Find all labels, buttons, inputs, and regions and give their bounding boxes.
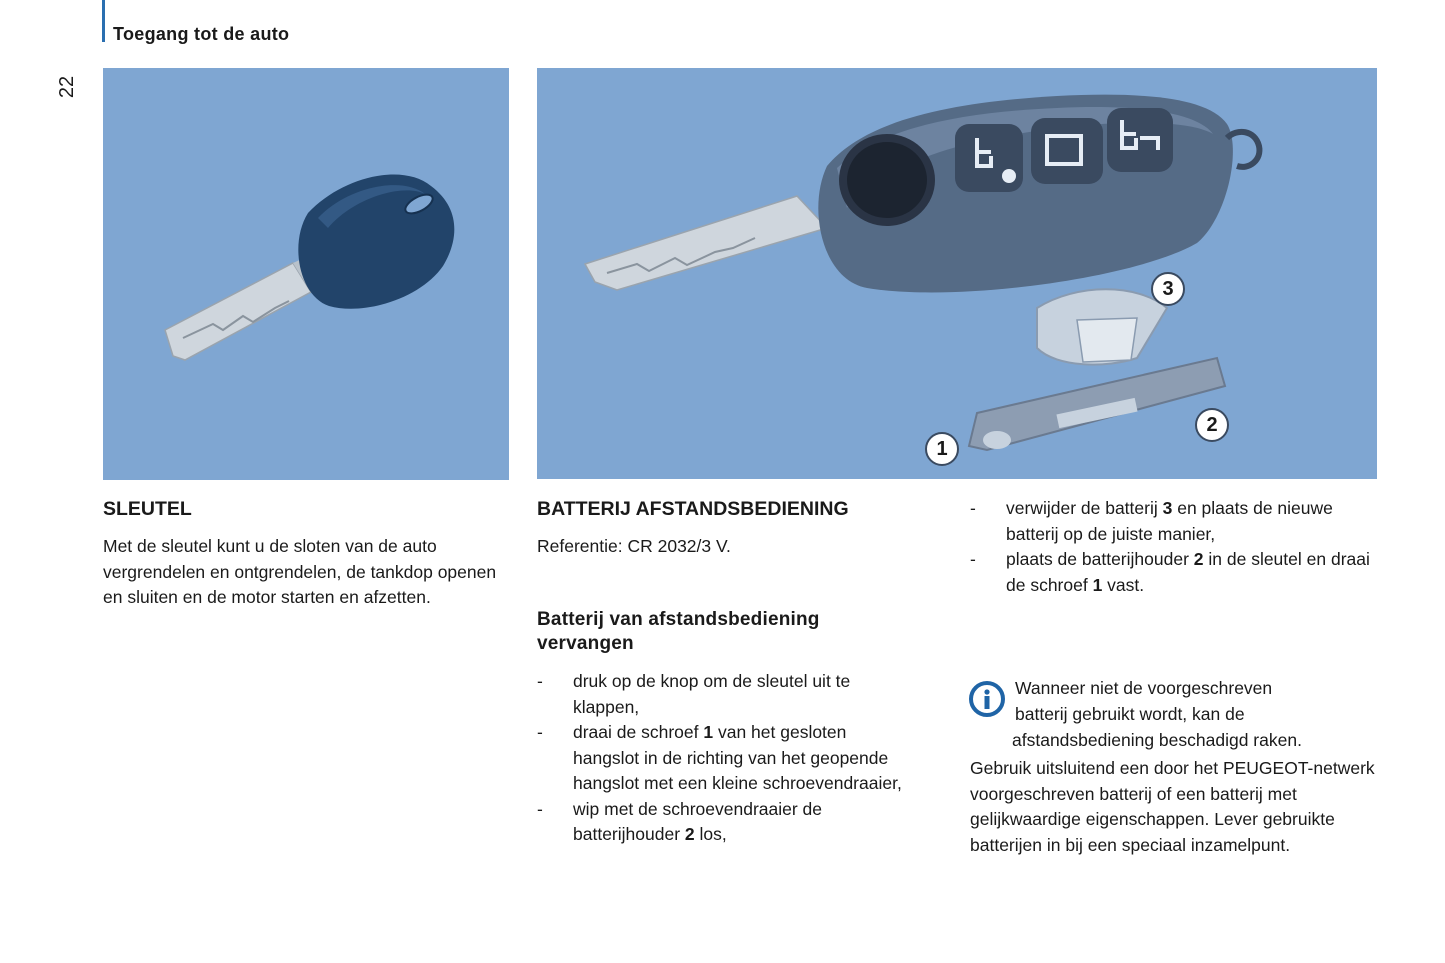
- note-line-2: batterij gebruikt wordt, kan de: [1015, 704, 1245, 724]
- info-icon: [969, 681, 1005, 717]
- list-item: - druk op de knop om de sleutel uit te klappen,: [537, 671, 851, 717]
- list-item: - wip met de schroevendraaier de batterijhouder 2 los,: [537, 798, 823, 844]
- list-item: - plaats de batterijhouder 2 in de sleutel en draai de schroef 1 vast.: [970, 549, 1370, 595]
- battery-subheading: Batterij van afstandsbediening vervangen: [537, 609, 820, 654]
- note-line-3: afstandsbediening beschadigd raken.: [1012, 730, 1302, 750]
- list-item: - verwijder de batterij 3 en plaats de nieuwe batterij op de juiste manier,: [970, 498, 1333, 544]
- note-body: Gebruik uitsluitend een door het PEUGEOT-netwerk voorgeschreven batterij of een batterij met gelijkwaardige eigenschappen. Lever gebruikte batterijen in bij een speciaal inzamelpunt.: [970, 758, 1375, 855]
- header-accent-bar: [102, 0, 105, 42]
- remote-illustration: [537, 68, 1377, 479]
- battery-heading: BATTERIJ AFSTANDSBEDIENING: [537, 498, 849, 520]
- callout-2: 2: [1195, 408, 1229, 442]
- remote-blade: [585, 196, 827, 290]
- key-heading: SLEUTEL: [103, 498, 192, 520]
- page-number: 22: [56, 75, 78, 99]
- list-item: - draai de schroef 1 van het gesloten hangslot in de richting van het geopende hangslot met een kleine schroevendraaier,: [537, 722, 902, 793]
- battery-holder: [969, 289, 1225, 450]
- steps-list-right: [970, 496, 1370, 598]
- note-line-1: Wanneer niet de voorgeschreven: [1015, 678, 1273, 698]
- battery-reference: Referentie: CR 2032/3 V.: [537, 536, 731, 556]
- callout-1: 1: [925, 432, 959, 466]
- steps-list-left: [537, 669, 907, 848]
- key-illustration: [103, 68, 509, 480]
- key-description: Met de sleutel kunt u de sloten van de auto vergrendelen en ontgrendelen, de tankdop openen en sluiten en de motor starten en afzetten.: [103, 536, 497, 607]
- callout-3: 3: [1151, 272, 1185, 306]
- key-head: [298, 175, 454, 309]
- remote-housing: [818, 95, 1259, 293]
- section-title: Toegang tot de auto: [113, 24, 290, 44]
